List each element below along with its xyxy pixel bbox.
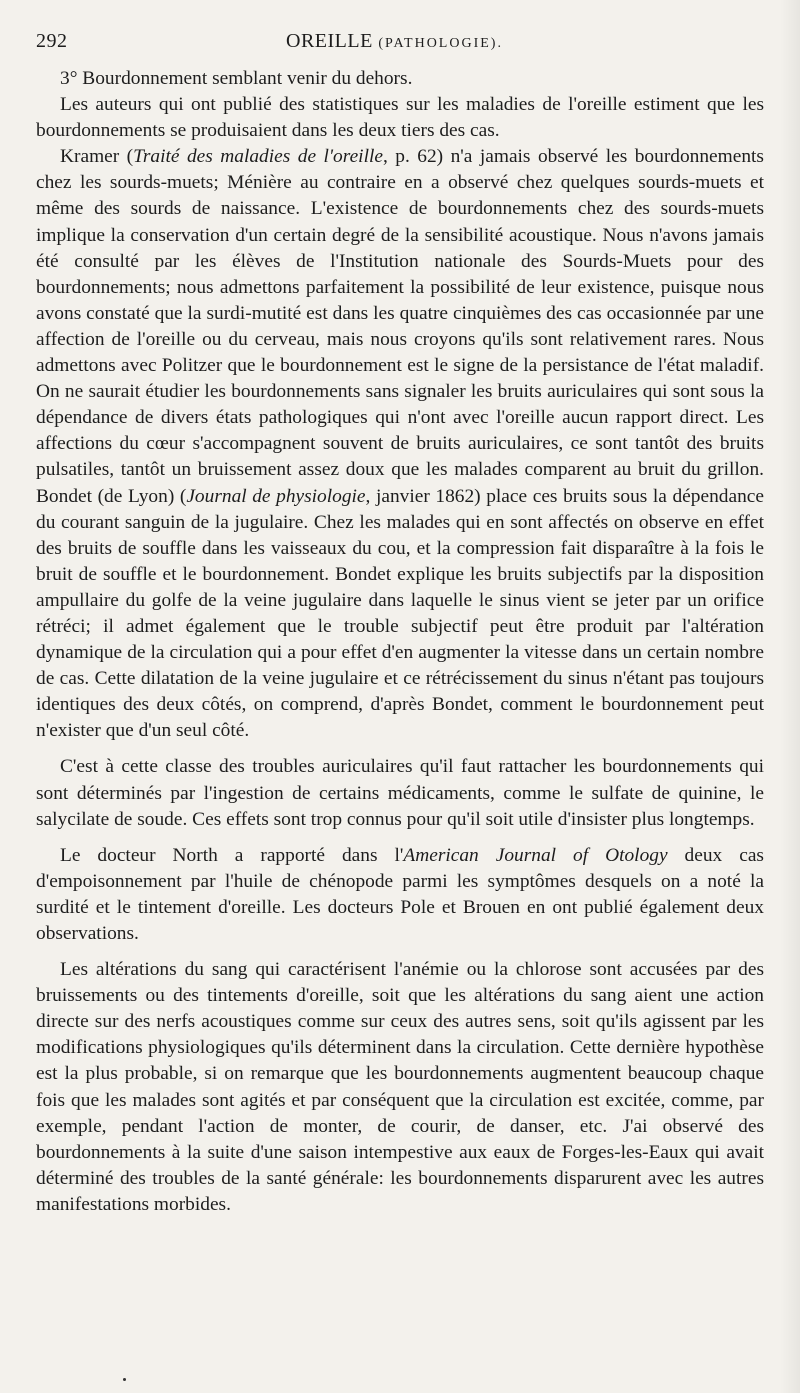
- paragraph-6: Les altérations du sang qui caractérisent l'anémie ou la chlorose sont accusées par des bruissements ou des tintements d'oreille, soit que les altérations du sang aient une action directe sur des nerfs acoustiques comme sur ceux des autres sens, soit qu'ils agissent par les modifications physiologiques qu'ils déterminent dans la circulation. Cette dernière hypothèse est la plus probable, si on remarque que les bourdonnements augmentent beaucoup chaque fois que les malades sont agités et par conséquent que la circulation est excitée, comme, par exemple, pendant l'action de monter, de courir, de danser, etc. J'ai observé des bourdonnements à la suite d'une saison intempestive aux eaux de Forges-les-Eaux qui avait déterminé des troubles de la santé générale: les bourdonnements disparurent avec les autres manifestations morbides.: [36, 959, 764, 1215]
- running-header: [36, 30, 776, 62]
- page-number: 292: [36, 30, 68, 52]
- paragraph-5: [36, 843, 764, 947]
- title-main: OREILLE: [286, 30, 373, 52]
- paragraph-2: Les auteurs qui ont publié des statistiques sur les maladies de l'oreille estiment que les bourdonnements se produisaient dans les deux tiers des cas.: [36, 94, 764, 142]
- p3-book-title: Traité des maladies de l'oreille: [133, 146, 383, 168]
- paragraph-1: 3° Bourdonnement semblant venir du dehors.: [60, 68, 413, 89]
- p5-journal-title: American Journal of Otology: [403, 844, 668, 866]
- p5-text-b: deux cas d'empoisonnement par l'huile de chénopode parmi les symptômes desquels on a noté la surdité et le tintement d'oreille. Les docteurs Pole et Brouen en ont publié également deux observations.: [36, 844, 764, 944]
- body-text: [36, 66, 764, 1218]
- p5-text-a: Le docteur North a rapporté dans l': [60, 844, 404, 866]
- stray-mark: [123, 1378, 126, 1381]
- p3-journal-title: Journal de physiologie: [186, 485, 366, 507]
- p3-text-b: , p. 62) n'a jamais observé les bourdonnements chez les sourds-muets; Ménière au contraire en a observé chez quelques sourds-muets et même des sourds de naissance. L'existence de bourdonnements chez des sourds-muets implique la conservation d'un certain degré de la sensibilité acoustique. Nous n'avons jamais été consulté par les élèves de l'Institution nationale des Sourds-Muets pour des bourdonnements; nous admettons parfaitement la possibilité de leur existence, puisque nous avons constaté que la surdi-mutité est dans les quatre cinquièmes des cas occasionnée par une affection de l'oreille ou du cerveau, mais nous croyons qu'ils sont relativement rares. Nous admettons avec Politzer que le bourdonnement est le signe de la persistance de l'état maladif. On ne saurait étudier les bourdonnements sans signaler les bruits auriculaires qui sont sous la dépendance de divers états pathologiques qui n'ont avec l'oreille aucun rapport direct. Les affections du cœur s'accompagnent souvent de bruits auriculaires, ce sont tantôt des bruits pulsatiles, tantôt un bruissement assez doux que les malades comparent au bruit du grillon. Bondet (de Lyon) (: [36, 146, 764, 507]
- running-title: [286, 30, 503, 53]
- paragraph-3: [36, 144, 764, 744]
- p3-text-a: Kramer (: [60, 146, 134, 168]
- page-edge-shadow: [780, 0, 800, 1393]
- paragraph-4: C'est à cette classe des troubles auriculaires qu'il faut rattacher les bourdonnements qui sont déterminés par l'ingestion de certains médicaments, comme le sulfate de quinine, le salycilate de soude. Ces effets sont trop connus pour qu'il soit utile d'insister plus longtemps.: [36, 756, 764, 830]
- p3-text-c: , janvier 1862) place ces bruits sous la dépendance du courant sanguin de la jugulaire. Chez les malades qui en sont affectés on observe en effet des bruits de souffle dans les vaisseaux du cou, et la compression fait disparaître à la fois le bruit de souffle et le bourdonnement. Bondet explique les bruits subjectifs par la disposition ampullaire du golfe de la veine jugulaire dans laquelle le sinus vient se jeter par un orifice rétréci; il admet également que le trouble subjectif peut être produit par l'altération dynamique de la circulation qui a pour effet d'en augmenter la vitesse dans un certain nombre de cas. Cette dilatation de la veine jugulaire et ce rétrécissement du sinus n'étant pas toujours identiques des deux côtés, on comprend, d'après Bondet, comment le bourdonnement peut n'exister que d'un seul côté.: [36, 485, 764, 742]
- title-sub: (PATHOLOGIE).: [378, 36, 503, 51]
